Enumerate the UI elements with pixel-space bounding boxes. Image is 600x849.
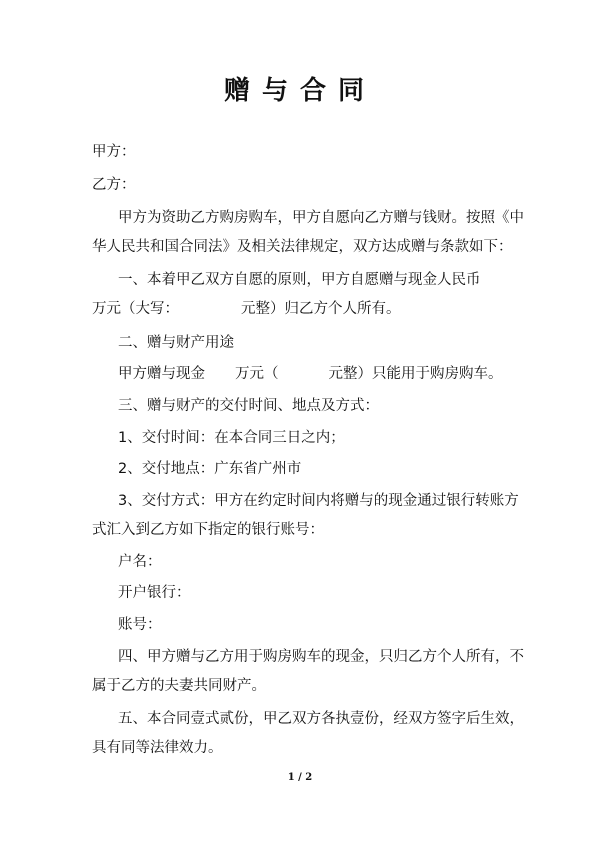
account-name-label: 户名： xyxy=(118,554,162,570)
clause1-line-2 xyxy=(92,299,401,319)
clause2-text-b: 万元（ xyxy=(235,366,279,382)
account-bank-label: 开户银行： xyxy=(118,585,191,601)
clause2-text-a: 甲方赠与现金 xyxy=(118,366,205,382)
clause2-heading: 二、赠与财产用途 xyxy=(118,335,234,351)
clause3-item-3-line-1: 3、交付方式：甲方在约定时间内将赠与的现金通过银行转账方 xyxy=(118,493,519,509)
clause5-line-2: 具有同等法律效力。 xyxy=(92,740,223,756)
clause5-line-1: 五、本合同壹式贰份，甲乙双方各执壹份，经双方签字后生效， xyxy=(118,711,524,727)
account-number-label: 账号： xyxy=(118,617,162,633)
clause3-heading: 三、赠与财产的交付时间、地点及方式： xyxy=(118,398,379,414)
party-b-label: 乙方： xyxy=(92,177,136,193)
clause3-item-3-line-2: 式汇入到乙方如下指定的银行账号： xyxy=(92,522,324,538)
party-a-label: 甲方： xyxy=(92,144,136,160)
clause1-text-a: 万元（大写： xyxy=(92,301,179,317)
page-number: 1 / 2 xyxy=(287,772,313,783)
clause4-line-2: 属于乙方的夫妻共同财产。 xyxy=(92,678,266,694)
clause3-item-1: 1、交付时间：在本合同三日之内； xyxy=(118,430,345,446)
clause3-item-2: 2、交付地点：广东省广州市 xyxy=(118,461,302,477)
intro-line-2: 华人民共和国合同法》及相关法律规定，双方达成赠与条款如下： xyxy=(92,239,513,255)
clause4-line-1: 四、甲方赠与乙方用于购房购车的现金，只归乙方个人所有，不 xyxy=(118,649,524,665)
clause2-text xyxy=(118,364,503,384)
clause2-text-c: 元整）只能用于购房购车。 xyxy=(328,366,503,382)
clause1-text-b: 元整）归乙方个人所有。 xyxy=(241,301,401,317)
intro-line-1: 甲方为资助乙方购房购车，甲方自愿向乙方赠与钱财。按照《中 xyxy=(118,210,524,226)
document-title: 赠与合同 xyxy=(223,76,376,106)
clause1-line-1: 一、本着甲乙双方自愿的原则，甲方自愿赠与现金人民币 xyxy=(118,272,481,288)
